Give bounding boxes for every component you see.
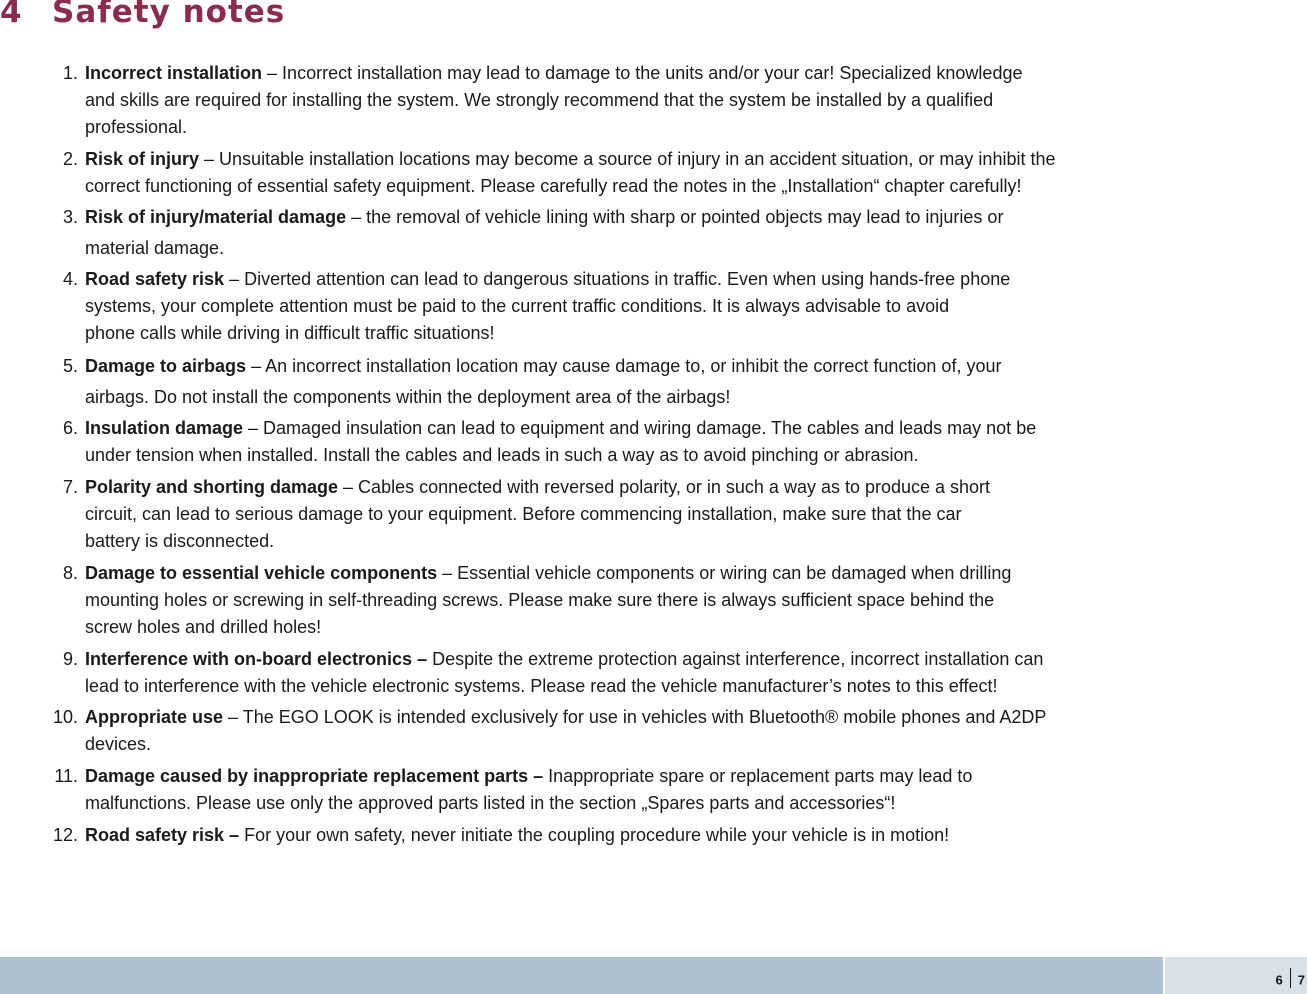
note-number: 7. bbox=[62, 477, 78, 497]
note-text: screw holes and drilled holes! bbox=[85, 617, 322, 637]
note-body bbox=[85, 646, 1043, 700]
note-text: – Damaged insulation can lead to equipment and wiring damage. The cables and leads may not be bbox=[243, 418, 1037, 438]
note-text: – Unsuitable installation locations may become a source of injury in an accident situation, or may inhibit the bbox=[199, 149, 1056, 169]
note-text: systems, your complete attention must be paid to the current traffic conditions. It is always advisable to avoid bbox=[85, 296, 950, 316]
note-title: Risk of injury/material damage bbox=[85, 207, 347, 227]
page-numbers bbox=[1276, 971, 1305, 991]
note-body bbox=[85, 353, 1001, 411]
note-number: 12. bbox=[52, 825, 78, 845]
note-text: malfunctions. Please use only the approved parts listed in the section „Spares parts and accessories“! bbox=[85, 793, 896, 813]
note-text: circuit, can lead to serious damage to your equipment. Before commencing installation, make sure that the car bbox=[85, 504, 962, 524]
note-text: – Incorrect installation may lead to damage to the units and/or your car! Specialized knowledge bbox=[262, 63, 1023, 83]
note-title: Road safety risk bbox=[85, 269, 225, 289]
note-body bbox=[85, 822, 949, 849]
section-title: Safety notes bbox=[52, 0, 286, 30]
note-body bbox=[85, 204, 1003, 262]
note-text: battery is disconnected. bbox=[85, 531, 275, 551]
note-text: – Cables connected with reversed polarity, or in such a way as to produce a short bbox=[338, 477, 991, 497]
note-title: Polarity and shorting damage bbox=[85, 477, 339, 497]
note-text: – the removal of vehicle lining with sharp or pointed objects may lead to injuries or bbox=[346, 207, 1004, 227]
note-text: – Essential vehicle components or wiring can be damaged when drilling bbox=[437, 563, 1012, 583]
note-title: Road safety risk – bbox=[85, 825, 240, 845]
note-body bbox=[85, 60, 1022, 141]
note-body bbox=[85, 146, 1056, 200]
note-title: Incorrect installation bbox=[85, 63, 263, 83]
note-body bbox=[85, 763, 972, 817]
note-number: 8. bbox=[62, 563, 78, 583]
note-number: 5. bbox=[62, 356, 78, 376]
note-title: Damage to essential vehicle components bbox=[85, 563, 438, 583]
note-title: Insulation damage bbox=[85, 418, 244, 438]
note-body bbox=[85, 415, 1036, 469]
note-number: 2. bbox=[62, 149, 78, 169]
note-text: For your own safety, never initiate the coupling procedure while your vehicle is in motion! bbox=[239, 825, 950, 845]
note-text: Inappropriate spare or replacement parts may lead to bbox=[543, 766, 973, 786]
page-number-left: 6 bbox=[1275, 972, 1283, 988]
note-body bbox=[85, 474, 990, 555]
note-text: airbags. Do not install the components within the deployment area of the airbags! bbox=[85, 387, 731, 407]
page-number-right: 7 bbox=[1297, 972, 1305, 988]
note-body bbox=[85, 266, 1010, 347]
note-text: under tension when installed. Install the cables and leads in such a way as to avoid pinching or abrasion. bbox=[85, 445, 919, 465]
note-text: – The EGO LOOK is intended exclusively for use in vehicles with Bluetooth® mobile phones and A2DP bbox=[223, 707, 1047, 727]
note-body bbox=[85, 560, 1011, 641]
section-number: 4 bbox=[0, 0, 23, 30]
note-title: Appropriate use bbox=[85, 707, 224, 727]
note-text: phone calls while driving in difficult traffic situations! bbox=[85, 323, 495, 343]
note-text: devices. bbox=[85, 734, 152, 754]
note-title: Interference with on-board electronics – bbox=[85, 649, 428, 669]
note-number: 9. bbox=[62, 649, 78, 669]
note-number: 4. bbox=[62, 269, 78, 289]
note-body bbox=[85, 704, 1046, 758]
note-text: – Diverted attention can lead to dangerous situations in traffic. Even when using hands-free phone bbox=[224, 269, 1011, 289]
page-separator bbox=[1290, 968, 1291, 988]
note-text: correct functioning of essential safety equipment. Please carefully read the notes in the „Installation“ chapter carefully! bbox=[85, 176, 1022, 196]
section-heading bbox=[0, 0, 285, 30]
note-text: and skills are required for installing the system. We strongly recommend that the system be installed by a qualified bbox=[85, 90, 994, 110]
footer-bar bbox=[0, 957, 1163, 994]
note-text: mounting holes or screwing in self-threading screws. Please make sure there is always sufficient space behind the bbox=[85, 590, 995, 610]
note-text: material damage. bbox=[85, 238, 225, 258]
note-text: – An incorrect installation location may cause damage to, or inhibit the correct function of, your bbox=[246, 356, 1002, 376]
note-number: 11. bbox=[54, 766, 78, 786]
note-text: professional. bbox=[85, 117, 188, 137]
note-number: 6. bbox=[62, 418, 78, 438]
note-title: Risk of injury bbox=[85, 149, 200, 169]
note-text: Despite the extreme protection against interference, incorrect installation can bbox=[427, 649, 1044, 669]
note-number: 10. bbox=[52, 707, 78, 727]
note-number: 3. bbox=[62, 207, 78, 227]
note-number: 1. bbox=[62, 63, 78, 83]
note-title: Damage caused by inappropriate replacement parts – bbox=[85, 766, 544, 786]
note-text: lead to interference with the vehicle electronic systems. Please read the vehicle manufacturer’s notes to this effect! bbox=[85, 676, 998, 696]
note-title: Damage to airbags bbox=[85, 356, 247, 376]
